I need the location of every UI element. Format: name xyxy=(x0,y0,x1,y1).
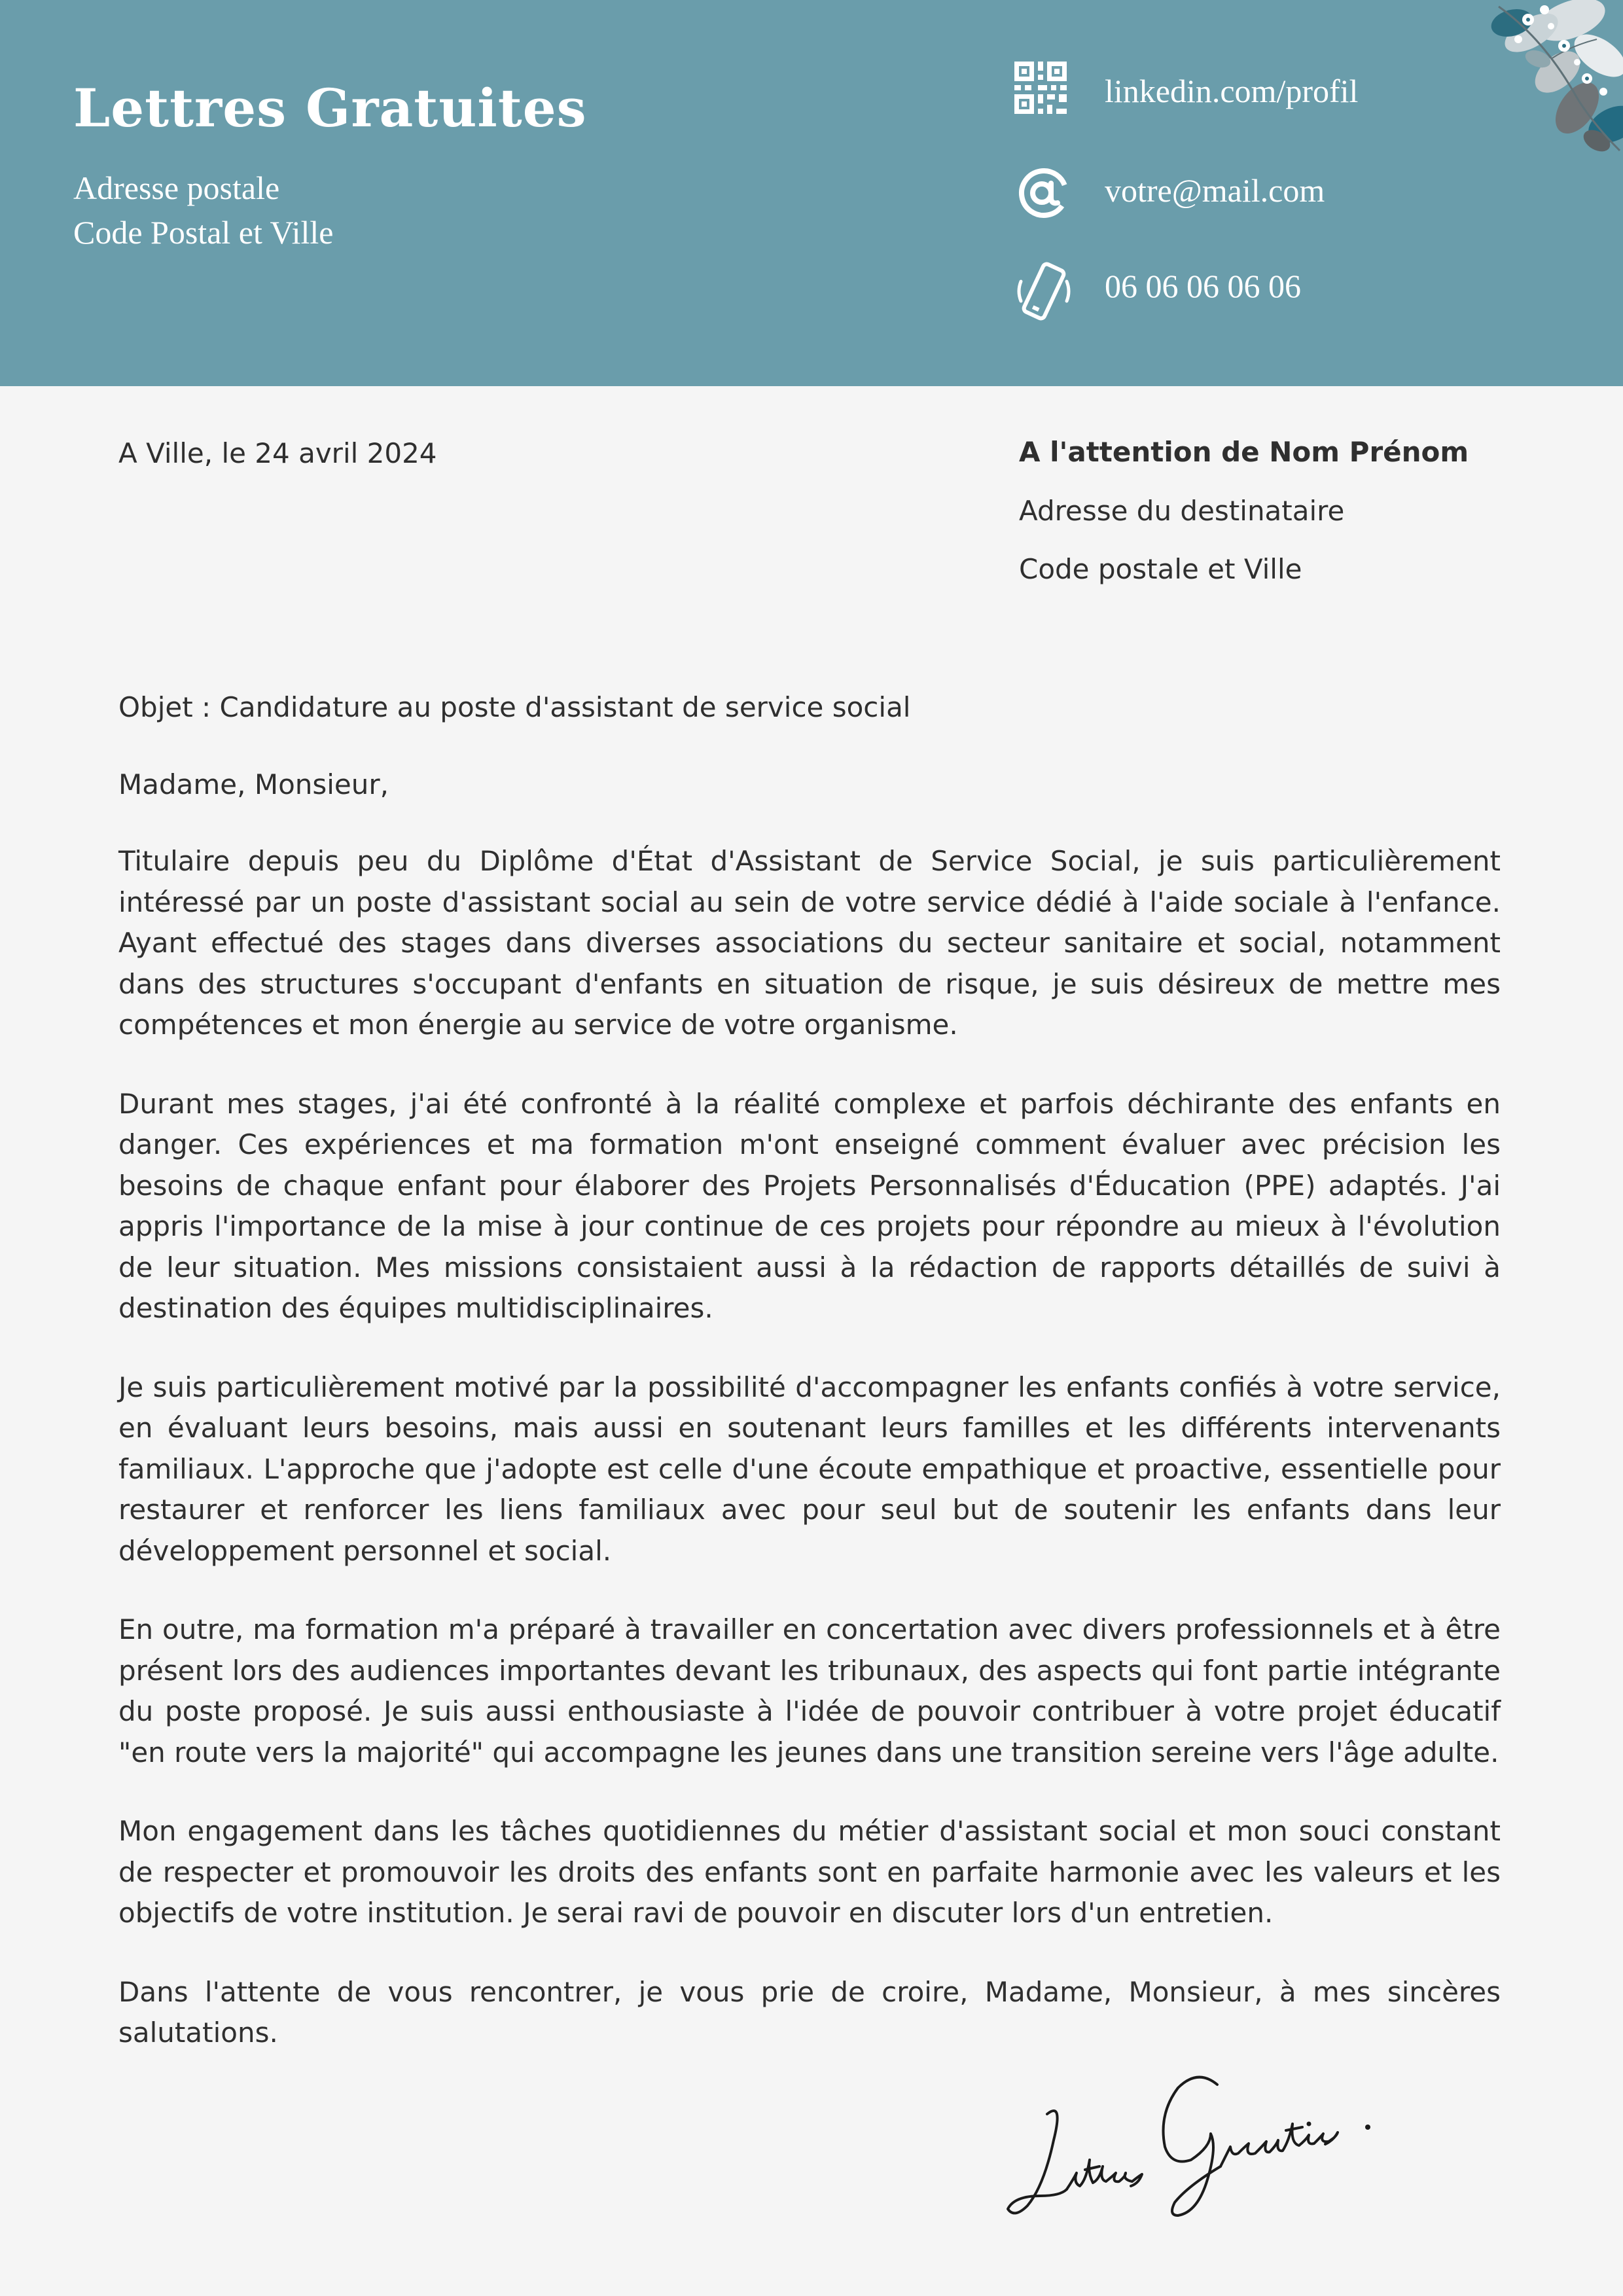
letter-paragraph: Dans l'attente de vous rencontrer, je vous prie de croire, Madame, Monsieur, à mes sincères salutations. xyxy=(118,1975,1501,2049)
email-link[interactable]: votre@mail.com xyxy=(1105,172,1325,209)
floral-decoration-icon xyxy=(1472,0,1623,157)
letter-subject: Objet : Candidature au poste d'assistant de service social xyxy=(118,691,911,723)
phone-icon xyxy=(1008,255,1080,327)
letter-paragraph: En outre, ma formation m'a préparé à travailler en concertation avec divers professionnels et à être présent lors des audiences importantes devant les tribunaux, des aspects qui font partie intégrante du poste proposé. Je suis aussi enthousiaste à l'idée de pouvoir contribuer à votre projet éducatif "en route vers la majorité" qui accompagne les jeunes dans une transition sereine vers l'âge adulte. xyxy=(118,1613,1501,1768)
letter-paragraph: Durant mes stages, j'ai été confronté à la réalité complexe et parfois déchirante des enfants en danger. Ces expériences et ma formation m'ont enseigné comment évaluer avec précision les besoins de chaque enfant pour élaborer des Projets Personnalisés d'Éducation (PPE) adaptés. J'ai appris l'importance de la mise à jour continue de ces projets pour répondre au mieux à l'évolution de leur situation. Mes missions consistaient aussi à la rédaction de rapports détaillés de suivi à destination des équipes multidisciplinaires. xyxy=(118,1087,1501,1324)
handwritten-signature xyxy=(1001,2062,1381,2225)
sender-address: Adresse postale xyxy=(73,170,280,206)
letter-body xyxy=(118,687,1501,2092)
phone-number[interactable]: 06 06 06 06 06 xyxy=(1105,268,1301,304)
letter-greeting: Madame, Monsieur, xyxy=(118,768,389,800)
recipient-city: Code postale et Ville xyxy=(1019,553,1302,585)
qr-code-icon xyxy=(1008,55,1080,127)
letter-paragraph: Mon engagement dans les tâches quotidiennes du métier d'assistant social et mon souci constant de respecter et promouvoir les droits des enfants sont en parfaite harmonie avec les valeurs et les objectifs de votre institution. Je serai ravi de pouvoir en discuter lors d'un entretien. xyxy=(118,1815,1501,1929)
sender-city: Code Postal et Ville xyxy=(73,214,334,251)
letter-paragraph: Je suis particulièrement motivé par la possibilité d'accompagner les enfants confiés à votre service, en évaluant leurs besoins, mais aussi en soutenant leurs familles et les différents intervenants familiaux. L'approche que j'adopte est celle d'une écoute empathique et proactive, essentielle pour restaurer et renforcer les liens familiaux avec pour seul but de soutenir les enfants dans leur développement personnel et social. xyxy=(118,1371,1501,1567)
recipient-address: Adresse du destinataire xyxy=(1019,495,1345,527)
recipient-name: A l'attention de Nom Prénom xyxy=(1019,436,1469,468)
brand-title: Lettres Gratuites xyxy=(73,77,587,139)
header-banner xyxy=(0,0,1623,386)
linkedin-link[interactable]: linkedin.com/profil xyxy=(1105,73,1359,109)
letter-paragraph: Titulaire depuis peu du Diplôme d'État d'Assistant de Service Social, je suis particulièrement intéressé par un poste d'assistant social au sein de votre service dédié à l'aide sociale à l'enfance. Ayant effectué des stages dans diverses associations du secteur sanitaire et social, notamment dans des structures s'occupant d'enfants en situation de risque, je suis désireux de mettre mes compétences et mon énergie au service de votre organisme. xyxy=(118,845,1501,1041)
letter-date: A Ville, le 24 avril 2024 xyxy=(118,437,437,469)
at-sign-icon xyxy=(1008,157,1080,229)
